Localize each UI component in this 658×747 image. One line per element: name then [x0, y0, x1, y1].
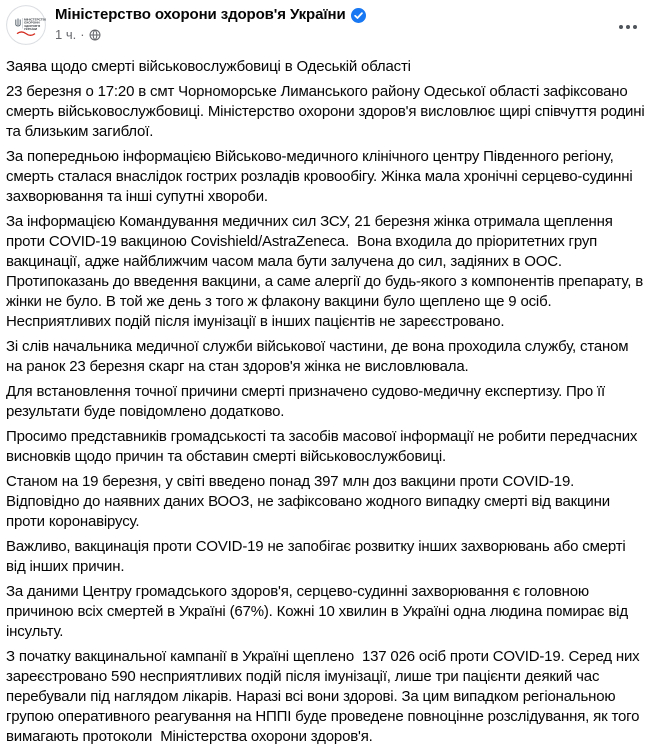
post-paragraph: За інформацією Командування медичних сил ЗСУ, 21 березня жінка отримала щеплення проти COVID-19 вакциною Covishield/AstraZeneca. Вона входила до пріоритетних груп вакцинації, адже найближчим часом мала бути залучена до сил, задіяних в ООС. Протипоказань до введення вакцини, а саме алергії до будь-якого з компонентів препарату, в жінки не було. В той же день з того ж флакону вакцини було щеплено ще 9 осіб. Несприятливих подій після імунізації в інших пацієнтів не зареєстровано. — [6, 213, 648, 330]
post-paragraph: За даними Центру громадського здоров'я, серцево-судинні захворювання є головною причиною всіх смертей в Україні (67%). Кожні 10 хвилин в Україні одна людина помирає від інсульту. — [6, 583, 632, 640]
post-paragraph: Важливо, вакцинація проти COVID-19 не запобігає розвитку інших захворювань або смерті від інших причин. — [6, 538, 630, 575]
page-name-link[interactable]: Міністерство охорони здоров'я України — [55, 6, 346, 23]
page-avatar[interactable] — [6, 5, 46, 45]
header-text-block — [55, 5, 366, 42]
logo-text-line1: МІНІСТЕРСТВО — [24, 17, 46, 22]
post-paragraph: З початку вакцинальної кампанії в Україні щеплено 137 026 осіб проти COVID-19. Серед них зареєстровано 590 несприятливих подій після імунізації, лише три пацієнти деякий час перебували під наглядом лікарів. Наразі всі вони здорові. За цим випадком регіональною групою оперативного реагування на НППІ буде проведене повноцінне розслідування, як того вимагають протоколи Міністерства охорони здоров'я. — [6, 648, 644, 745]
logo-text-line3: ЗДОРОВ'Я — [24, 23, 41, 28]
post-header — [6, 5, 646, 45]
verified-badge-icon — [351, 8, 366, 23]
post-paragraph: 23 березня о 17:20 в смт Чорноморське Лиманського району Одеської області зафіксовано смерть військовослужбовиці. Міністерство охорони здоров'я висловлює щирі співчуття родині та близьким загиблої. — [6, 83, 649, 140]
ministry-logo-icon — [6, 5, 46, 45]
post-body — [6, 57, 649, 747]
post-paragraph: За попередньою інформацією Військово-медичного клінічного центру Південного регіону, смерть сталася внаслідок гострих розладів кровообігу. Жінка мала хронічні серцево-судинні захворювання та інші супутні хвороби. — [6, 148, 637, 205]
post-paragraph: Для встановлення точної причини смерті призначено судово-медичну експертизу. Про її результати буде повідомлено додатково. — [6, 383, 609, 420]
logo-text-line4: УКРАЇНИ — [24, 27, 38, 31]
post-paragraph: Заява щодо смерті військовослужбовиці в Одеській області — [6, 58, 411, 75]
post-paragraph: Просимо представників громадськості та засобів масової інформації не робити передчасних висновків щодо причин та обставин смерті військовослужбовиці. — [6, 428, 642, 465]
post-options-button[interactable] — [612, 15, 644, 39]
post-paragraph: Станом на 19 березня, у світі введено понад 397 млн доз вакцини проти COVID-19. Відповідно до наявних даних ВООЗ, не зафіксовано жодного випадку смерті від вакцини проти коронавірусу. — [6, 473, 614, 530]
post-meta — [55, 27, 366, 42]
globe-icon — [89, 29, 101, 41]
three-dots-icon — [618, 24, 638, 30]
timestamp-link[interactable]: 1 ч. — [55, 27, 77, 42]
meta-separator: · — [80, 27, 85, 42]
post-paragraph: Зі слів начальника медичної служби військової частини, де вона проходила службу, станом на ранок 23 березня скарг на стан здоров'я жінка не висловлювала. — [6, 338, 633, 375]
logo-text-line2: ОХОРОНИ — [24, 20, 40, 25]
